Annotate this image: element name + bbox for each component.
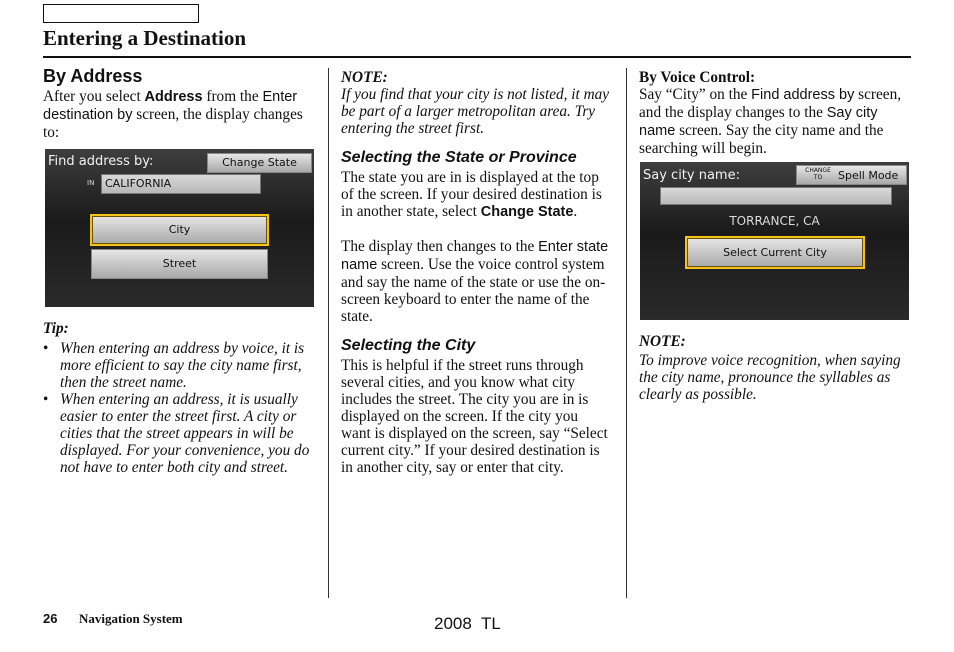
select-current-city-button[interactable]: Select Current City	[685, 236, 865, 269]
page-title: Entering a Destination	[43, 26, 247, 50]
intro-text: from the	[202, 88, 263, 105]
footer-section: Navigation System	[79, 611, 183, 626]
city-name-field[interactable]	[660, 187, 892, 205]
find-address-screen	[45, 149, 314, 307]
voice-control-heading: By Voice Control:	[639, 69, 756, 86]
tips-block	[43, 320, 315, 476]
header-tab-box	[43, 4, 199, 23]
note-label: NOTE:	[639, 333, 686, 350]
intro-text: screen, the display changes to:	[43, 106, 303, 141]
column-1	[43, 68, 315, 141]
tip-label: Tip:	[43, 320, 69, 337]
change-to-line: TO	[813, 174, 823, 181]
intro-text: After you select	[43, 88, 145, 105]
find-address-by-term: Find address by	[751, 87, 855, 103]
note-text: If you find that your city is not listed, it may be part of a larger metropolitan area. Try entering the street first.	[341, 86, 610, 137]
tip-item: • When entering an address by voice, it is more efficient to say the city name first, then the street name.	[43, 340, 315, 391]
enter-state-name-term: Enter state name	[341, 239, 609, 273]
by-address-intro	[43, 88, 315, 141]
voice-control-intro	[639, 86, 911, 157]
city-button[interactable]: City	[90, 214, 269, 246]
body-text: screen. Say the city name and the searching will begin.	[639, 122, 884, 157]
screen-title: Say city name:	[643, 168, 740, 183]
current-city-label: TORRANCE, CA	[729, 214, 820, 228]
note-label: NOTE:	[341, 69, 388, 86]
state-prefix: IN	[87, 179, 95, 187]
state-paragraph-2	[341, 238, 611, 325]
tip-item: • When entering an address, it is usually easier to enter the street first. A city or cities that the street appears in will be displayed. For your convenience, you do not have to enter both city and street.	[43, 391, 315, 476]
spell-mode-button[interactable]	[796, 165, 907, 185]
body-text: The display then changes to the	[341, 238, 539, 255]
address-term: Address	[144, 89, 203, 105]
voice-note-text: To improve voice recognition, when saying the city name, pronounce the syllables as clearly as possible.	[639, 352, 901, 403]
spell-mode-label: Spell Mode	[838, 169, 899, 182]
section-heading-by-address: By Address	[43, 66, 143, 86]
state-paragraph-1	[341, 169, 611, 221]
header-rule	[43, 56, 911, 58]
column-divider-2	[626, 68, 627, 598]
body-text: screen. Use the voice control system and say the name of the state or use the on-screen keyboard to enter the name of the state.	[341, 256, 606, 325]
page-number: 26	[43, 611, 58, 626]
change-to-label	[803, 167, 833, 181]
footer-model: 2008 TL	[434, 614, 501, 633]
state-province-heading: Selecting the State or Province	[341, 149, 577, 166]
body-text: Say “City” on the	[639, 86, 752, 103]
state-field[interactable]: CALIFORNIA	[101, 174, 261, 194]
change-to-line: CHANGE	[805, 167, 831, 174]
column-divider-1	[328, 68, 329, 598]
column-3	[639, 69, 911, 157]
body-text: screen, and the display changes to the	[639, 86, 902, 121]
street-button[interactable]: Street	[91, 249, 268, 279]
column-2	[341, 69, 611, 476]
body-text: The state you are in is displayed at the top of the screen. If your desired destination is in another state, select	[341, 169, 602, 220]
say-city-name-term: Say city name	[639, 105, 878, 139]
tips-list	[43, 340, 315, 476]
voice-note-block	[639, 333, 911, 403]
say-city-name-screen	[640, 162, 909, 320]
enter-destination-by-term: Enter destination by	[43, 89, 298, 123]
body-text: .	[573, 203, 578, 220]
change-state-button[interactable]: Change State	[207, 153, 312, 173]
city-paragraph: This is helpful if the street runs through several cities, and you know what city includes the street. The city you are in is displayed on the screen. If the city you want is displayed on the screen, say “Select current city.” If your desired destination is in another city, say or enter that city.	[341, 357, 608, 476]
screen-title: Find address by:	[48, 154, 154, 169]
selecting-city-heading: Selecting the City	[341, 337, 476, 354]
change-state-term: Change State	[480, 204, 574, 220]
